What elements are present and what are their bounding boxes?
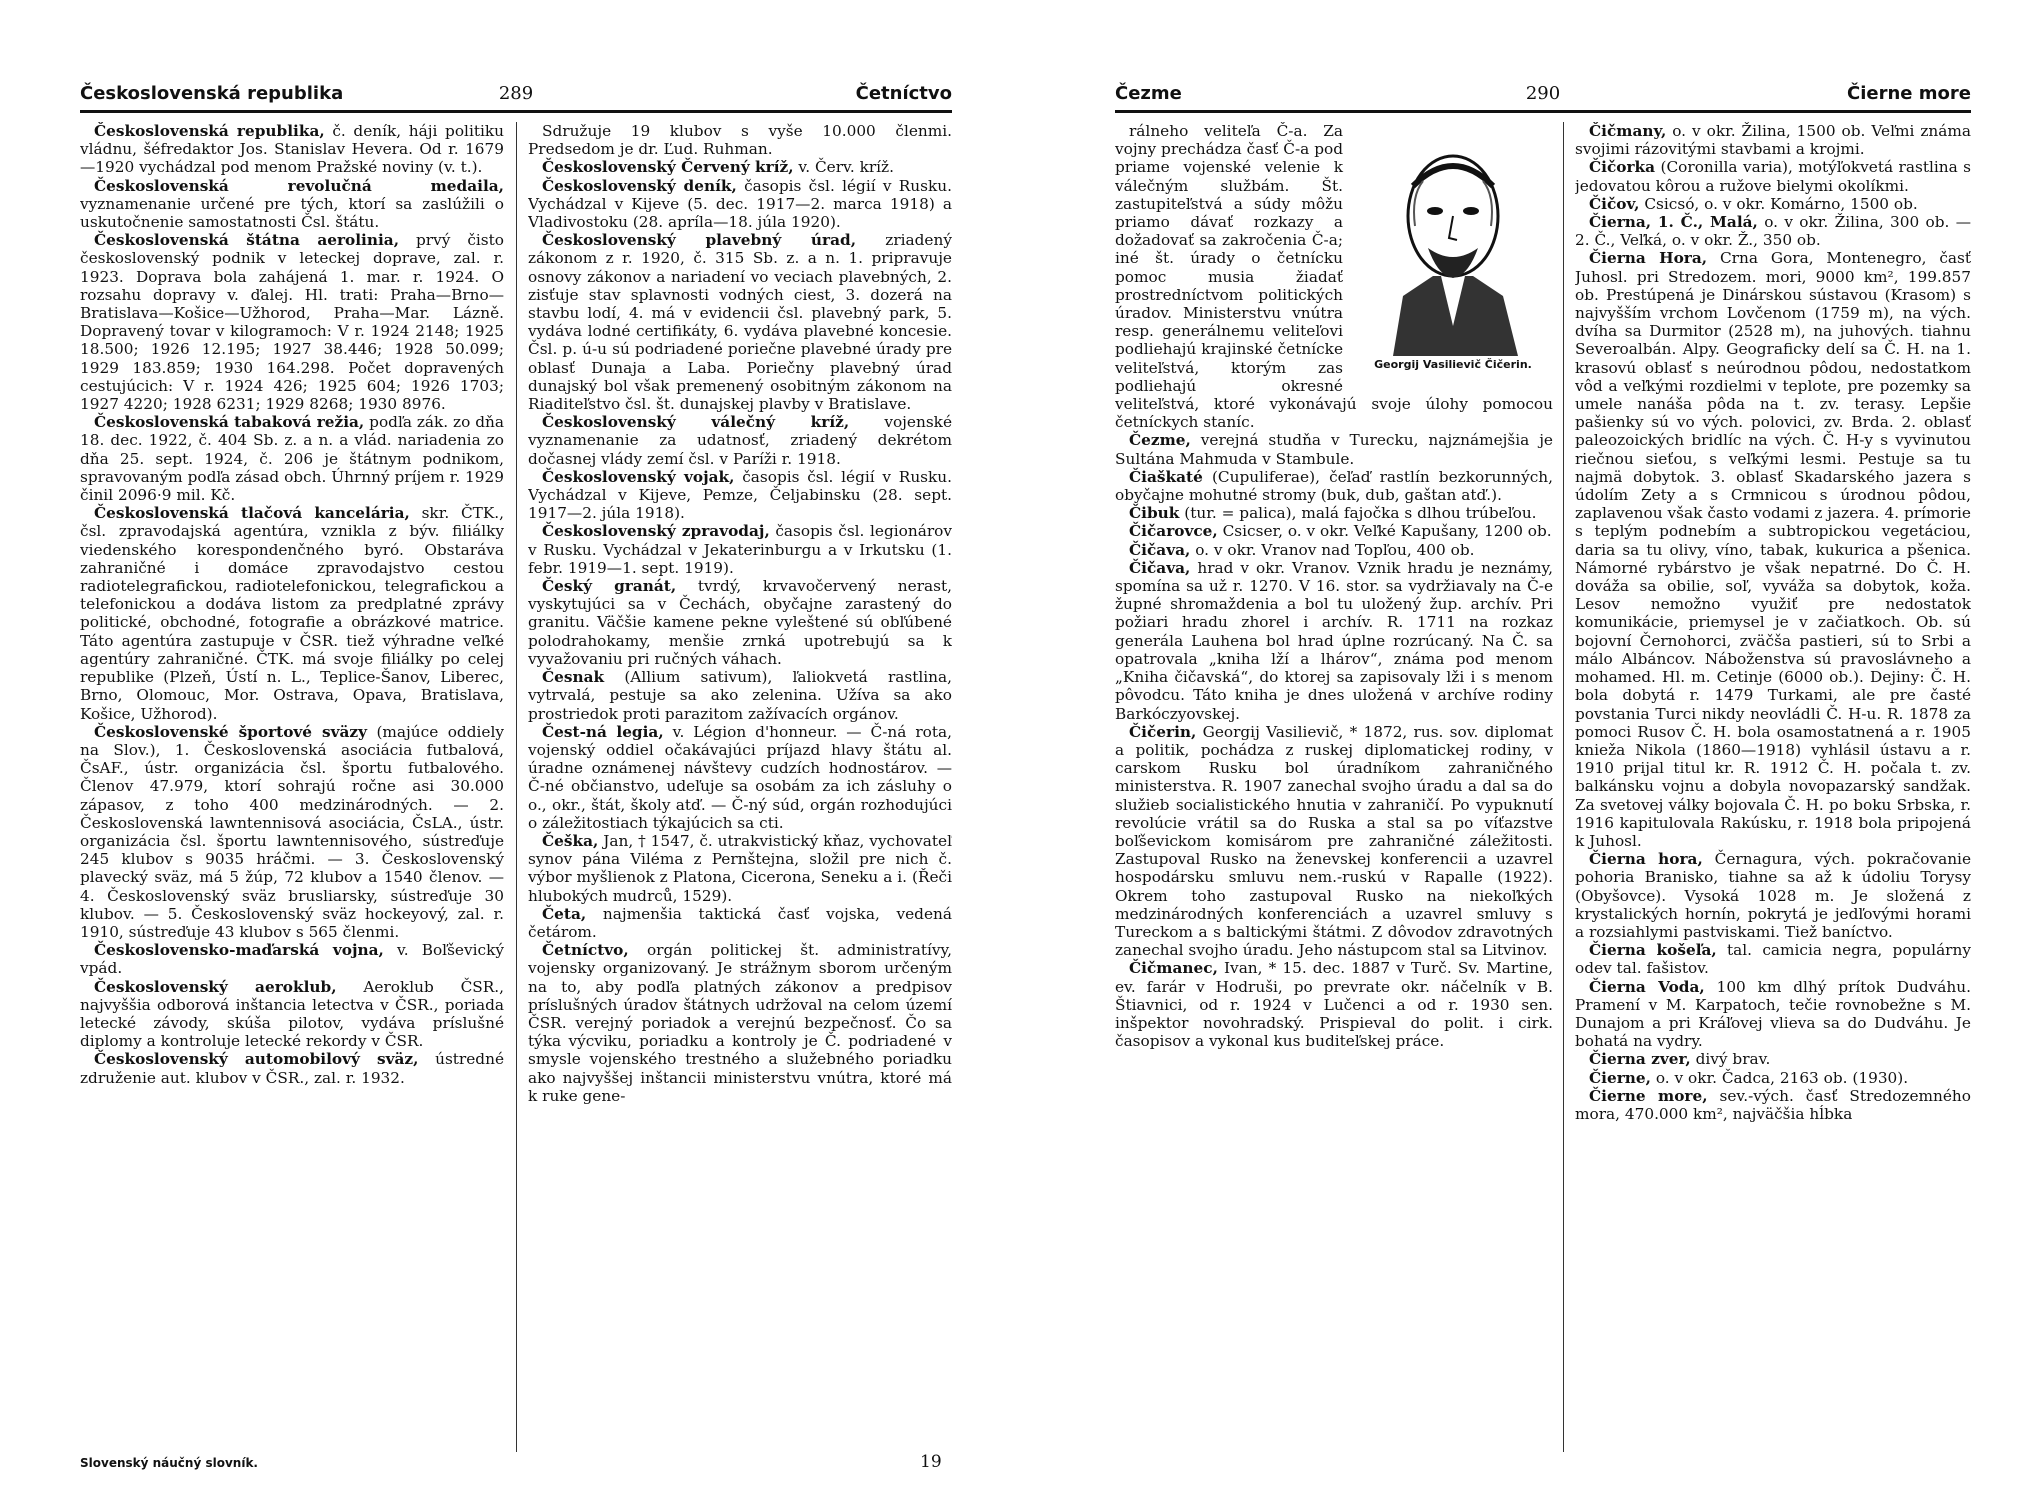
entry-term: Československý válečný kríž, bbox=[542, 413, 850, 432]
left-page bbox=[0, 0, 1005, 1500]
entry-text: zriadený zákonom z r. 1920, č. 315 Sb. z. a n. 1. pripravuje osnovy zákonov a nariadení vo veciach plavebných, 2. zisťuje stav splavnosti vodných ciest, 3. dozerá na stavbu lodí, 4. má v evidencii čsl. plavebný park, 5. vydáva lodné certifikáty, 6. vydáva plavebné koncesie. Čsl. p. ú-u sú podriadené poriečne plavebné úrady pre oblasť Dunaja a Laba. Poriečny plavebný úrad dunajský bol však premenený osobitným zákonom na Riaditeľstvo čsl. št. dunajskej plavby v Bratislave. bbox=[528, 231, 952, 414]
entry-text: ústredné združenie aut. klubov v ČSR., zal. r. 1932. bbox=[80, 1050, 504, 1087]
entry-text: Jan, † 1547, č. utrakvistický kňaz, vychovateľ synov pána Viléma z Pernštejna, složil pre nich č. výbor myšlienok z Platona, Cicerona, Seneku a i. (Řeči hlubokých mudrců, 1529). bbox=[528, 831, 952, 905]
entry-text: tal. camicia negra, populárny odev tal. fašistov. bbox=[1575, 941, 1971, 978]
entry-text: o. v okr. Vranov nad Topľou, 400 ob. bbox=[1190, 540, 1475, 559]
dictionary-entry bbox=[1575, 941, 1971, 977]
dictionary-entry bbox=[528, 668, 952, 723]
entry-term: Čiaškaté bbox=[1129, 467, 1203, 486]
dictionary-entry bbox=[1575, 122, 1971, 158]
entry-text: (majúce oddiely na Slov.), 1. Československá asociácia futbalová, ČsAF., ústr. organizácia čsl. športu futbalového. Členov 47.979, ktorí sohrajú ročne asi 30.000 zápasov, z toho 400 medzinárodných. — 2. Československá lawntennisová asociácia, ČsLA., ústr. organizácia čsl. športu lawntennisového, sústreďuje 245 klubov s 9035 hráčmi. — 3. Československý plavecký sväz, má 5 žúp, 72 klubov a 1540 členov. — 4. Československý sväz brusliarsky, sústreďuje 30 klubov. — 5. Československý sväz hockeyový, zal. r. 1910, sústreďuje 43 klubov s 565 členmi. bbox=[80, 722, 504, 941]
entry-term: Československá štátna aerolinia, bbox=[94, 231, 400, 250]
right-header-first-entry: Čezme bbox=[1115, 83, 1182, 104]
dictionary-entry bbox=[1575, 158, 1971, 194]
entry-term: Český granát, bbox=[542, 577, 677, 596]
entry-term: Čezme, bbox=[1129, 431, 1191, 450]
entry-term: Československý Červený kríž, bbox=[542, 158, 794, 177]
dictionary-entry bbox=[1115, 559, 1553, 723]
dictionary-entry bbox=[528, 941, 952, 1105]
dictionary-entry bbox=[80, 413, 504, 504]
entry-text: (Allium sativum), ľaliokvetá rastlina, vytrvalá, pestuje sa ako zelenina. Užíva sa ako prostriedok proti parazitom zažívacích orgánov. bbox=[528, 668, 952, 723]
entry-term: Česnak bbox=[542, 668, 605, 687]
dictionary-entry bbox=[1575, 850, 1971, 941]
entry-term: Čierna košeľa, bbox=[1589, 941, 1717, 960]
entry-text: Csicsó, o. v okr. Komárno, 1500 ob. bbox=[1639, 194, 1918, 213]
dictionary-entry bbox=[1115, 522, 1553, 540]
right-page-number: 290 bbox=[1525, 83, 1561, 104]
dictionary-entry bbox=[80, 177, 504, 232]
entry-text: najmenšia taktická časť vojska, vedená četárom. bbox=[528, 904, 952, 941]
entry-term: Čičava, bbox=[1129, 540, 1191, 559]
entry-term: Čičmany, bbox=[1589, 122, 1667, 140]
entry-text: Georgij Vasilievič, * 1872, rus. sov. diplomat a politik, pochádza z ruskej diplomatickej rodiny, v carskom Rusku bol úradníkom zahraničného ministerstva. R. 1907 zanechal svojho úradu a dal sa do služieb socialistického hnutia v zahraničí. Po vypuknutí revolúcie vrátil sa do Ruska a stal sa po víťazstve boľševickom komisárom pre zahraničné záležitosti. Zastupoval Rusko na ženevskej konferencii a uzavrel hospodársku smluvu nem.-ruskú v Rapalle (1922). Okrem toho zastupoval Rusko na niekoľkých medzinárodných konferenciách a uzavrel smluvy s Tureckom a s baltickými štátmi. Z dôvodov zdravotných zanechal svojho úradu. Jeho nástupcom stal sa Litvinov. bbox=[1115, 722, 1553, 960]
left-header-last-entry: Četníctvo bbox=[855, 83, 952, 104]
entry-term: Čibuk bbox=[1129, 504, 1180, 523]
left-column-rule bbox=[516, 122, 517, 1452]
entry-term: Československý plavebný úrad, bbox=[542, 231, 857, 250]
entry-text: v. Boľševický vpád. bbox=[80, 941, 504, 978]
dictionary-entry bbox=[1575, 213, 1971, 249]
dictionary-entry bbox=[528, 832, 952, 905]
entry-text: časopis čsl. legionárov v Rusku. Vychádzal v Jekaterinburgu a v Irkutsku (1. febr. 1919—1. sept. 1919). bbox=[528, 522, 952, 577]
dictionary-entry bbox=[528, 522, 952, 577]
dictionary-entry bbox=[80, 122, 504, 177]
dictionary-entry bbox=[528, 231, 952, 413]
dictionary-entry bbox=[1115, 959, 1553, 1050]
entry-text: hrad v okr. Vranov. Vznik hradu je neznámy, spomína sa už r. 1270. V 16. stor. sa vydržiavaly na Č-e župné shromaždenia a bol tu uložený žup. archív. Pri požiari hradu zhorel i archív. R. 1711 na rozkaz generála Lauhena bol hrad úplne rozrúcaný. Na Č. sa opatrovala „kniha lží a lhárov“, známa pod menom „Kniha čičavská“, do ktorej sa zapisovaly lži i s menom pôvodcu. Táto kniha je dnes uložená v archíve rodiny Barkóczyovskej. bbox=[1115, 558, 1553, 723]
entry-term: Československý deník, bbox=[542, 176, 737, 195]
entry-term: Češka, bbox=[542, 831, 599, 850]
dictionary-entry bbox=[1575, 978, 1971, 1051]
entry-term: Československý zpravodaj, bbox=[542, 522, 770, 541]
entry-text: (Coronilla varia), motýľokvetá rastlina s jedovatou kôrou a ružove bielymi okolíkmi. bbox=[1575, 158, 1971, 195]
entry-term: Čierna zver, bbox=[1589, 1050, 1691, 1069]
entry-text: Černagura, vých. pokračovanie pohoria Branisko, tiahne sa až k údoliu Torysy (Obyšovce). Vysoká 1028 m. Je složená z krystalických hornín, pokrytá je jedľovými horami a rozsiahlymi pastviskami. Tiež baníctvo. bbox=[1575, 850, 1971, 941]
dictionary-entry bbox=[1575, 195, 1971, 213]
right-running-header bbox=[1115, 72, 1971, 113]
entry-term: Čierna Hora, bbox=[1589, 249, 1708, 268]
entry-term: Československá tabaková režia, bbox=[94, 413, 365, 432]
entry-term: Čierna, 1. Č., Malá, bbox=[1589, 213, 1758, 232]
entry-text: rálneho veliteľa Č-a. Za vojny prechádza časť Č-a pod priame vojenské velenie k válečným službám. Št. zastupiteľstvá a súdy môžu priamo dávať rozkazy a dožadovať sa zakročenia Č-a; iné št. úrady o četnícku pomoc musia žiadať prostredníctvom politických úradov. Ministerstvu vnútra resp. generálnemu veliteľovi podliehajú krajinské četnícke veliteľstvá, ktorým zas podliehajú okresné veliteľstvá, ktoré vykonávajú svoje úlohy pomocou četníckych staníc. bbox=[1115, 122, 1553, 432]
dictionary-entry bbox=[1115, 723, 1553, 960]
dictionary-entry bbox=[80, 978, 504, 1051]
entry-text: (tur. = palica), malá fajočka s dlhou trúbeľou. bbox=[1179, 504, 1537, 523]
dictionary-entry bbox=[80, 504, 504, 722]
entry-term: Četa, bbox=[542, 904, 587, 923]
entry-term: Čierna Voda, bbox=[1589, 977, 1705, 996]
entry-term: Čest-ná legia, bbox=[542, 722, 664, 741]
dictionary-entry bbox=[1575, 1069, 1971, 1087]
dictionary-entry bbox=[528, 413, 952, 468]
left-running-header bbox=[80, 72, 952, 113]
dictionary-entry bbox=[80, 941, 504, 977]
entry-text: č. deník, háji politiku vládnu, šéfredaktor Jos. Stanislav Hevera. Od r. 1679—1920 vychádzal pod menom Pražské noviny (v. t.). bbox=[80, 122, 504, 177]
portrait-caption: Georgij Vasilievič Čičerin. bbox=[1374, 358, 1532, 371]
entry-text: verejná studňa v Turecku, najznámejšia je Sultána Mahmuda v Stambule. bbox=[1115, 431, 1553, 468]
entry-text: Sdružuje 19 klubov s vyše 10.000 členmi. Predsedom je dr. Ľud. Ruhman. bbox=[528, 122, 952, 159]
entry-term: Čierne more, bbox=[1589, 1086, 1708, 1105]
dictionary-entry bbox=[528, 177, 952, 232]
entry-text: tvrdý, krvavočervený nerast, vyskytujúci sa v Čechách, obyčajne zarastený do granitu. Väčšie kamene pekne vyleštené sú obľúbené polodrahokamy, menšie zrnká upotrebujú sa k vyvažovaniu pri ručných váhach. bbox=[528, 577, 952, 668]
entry-term: Československá tlačová kancelária, bbox=[94, 504, 410, 523]
entry-text: Crna Gora, Montenegro, časť Juhosl. pri Stredozem. mori, 9000 km², 199.857 ob. Prestúpená je Dinárskou sústavou (Krasom) s najvyšším vrchom Lovčenom (1759 m), na vých. dvíha sa Durmitor (2528 m), na juhových. tiahnu Severoalbán. Alpy. Geograficky delí sa Č. H. na 1. krasovú oblasť s neúrodnou pôdou, nedostatkom vôd a veľkými rozdielmi v teplote, pre pozemky sa umele nanáša pôda na t. zv. terasy. Lepšie pašienky sú vo vých. polovici, zv. Brda. 2. oblasť paleozoických bridlíc na vých. Č. H-y s vyvinutou riečnou sieťou, s veľkými lesmi. Pestuje sa tu najmä dobytok. 3. oblasť Skadarského jazera s údolím Zety a s Crmnicou s úrodnou pôdou, zaplavenou však často vodami z jazera. 4. prímorie s teplým podnebím a subtropickou vegetáciou, daria sa tu olivy, víno, tabak, kukurica a pšenica. Námorné rybárstvo je však nepatrné. Do Č. H. dováža sa obilie, soľ, vyváža sa dobytok, koža. Lesov nemožno využiť pre nedostatok komunikácie, priemysel je v začiatkoch. Ob. sú bojovní Černohorci, zväčša pastieri, sú to Srbi a málo Albáncov. Náboženstva sú pravoslávneho a mohamed. Hl. m. Cetinje (6000 ob.). Dejiny: Č. H. bola dobytá r. 1479 Turkami, ale pre časté povstania Turci nikdy neovládli Č. H-u. R. 1878 za pomoci Rusov Č. H. bola osamostatnená a r. 1905 knieža Nikola (1860—1918) vyhlásil ústavu a r. 1910 prijal titul kr. R. 1912 Č. H. počala t. zv. balkánsku vojnu a dobyla novopazarský sandžak. Za svetovej války bojovala Č. H. po boku Srbska, r. 1916 kapitulovala Rakúsku, r. 1918 bola pripojená k Juhosl. bbox=[1575, 249, 1971, 850]
entry-text: v. Červ. kríž. bbox=[793, 158, 894, 177]
entry-term: Čierna hora, bbox=[1589, 850, 1703, 869]
entry-text: o. v okr. Čadca, 2163 ob. (1930). bbox=[1650, 1068, 1909, 1087]
entry-term: Čičov, bbox=[1589, 194, 1640, 213]
right-page bbox=[1005, 0, 2038, 1500]
entry-term: Československý vojak, bbox=[542, 467, 735, 486]
dictionary-entry bbox=[1115, 468, 1553, 504]
right-column-1 bbox=[1115, 122, 1553, 1452]
entry-text: vyznamenanie určené pre tých, ktorí sa zaslúžili o uskutočnenie samostatnosti Čsl. štátu. bbox=[80, 194, 504, 232]
dictionary-entry bbox=[1575, 249, 1971, 850]
left-page-number: 289 bbox=[498, 83, 534, 104]
right-column-2 bbox=[1575, 122, 1971, 1452]
entry-text: sev.-vých. časť Stredozemného mora, 470.000 km², najväčšia hĺbka bbox=[1575, 1086, 1971, 1123]
dictionary-entry bbox=[528, 577, 952, 668]
dictionary-entry bbox=[1575, 1050, 1971, 1068]
entry-term: Čičmanec, bbox=[1129, 959, 1218, 978]
entry-term: Československá republika, bbox=[94, 122, 325, 140]
entry-term: Čičerin, bbox=[1129, 722, 1197, 741]
right-header-last-entry: Čierne more bbox=[1847, 83, 1971, 104]
left-column-1 bbox=[80, 122, 504, 1452]
entry-text: časopis čsl. légií v Rusku. Vychádzal v Kijeve (5. dec. 1917—2. marca 1918) a Vladivostoku (28. apríla—18. júla 1920). bbox=[528, 176, 952, 232]
entry-text: o. v okr. Žilina, 300 ob. — 2. Č., Veľká, o. v okr. Ž., 350 ob. bbox=[1575, 213, 1971, 250]
dictionary-entry bbox=[528, 723, 952, 832]
entry-term: Československo-maďarská vojna, bbox=[94, 941, 384, 960]
entry-term: Čičorka bbox=[1589, 158, 1656, 177]
entry-text: Ivan, * 15. dec. 1887 v Turč. Sv. Martine, ev. farár v Hodruši, po prevrate okr. náčelník v B. Štiavnici, od r. 1924 v Lučenci a od r. 1930 sen. inšpektor novohradský. Prispieval do polit. i cirk. časopisov a vykonal kus buditeľskej práce. bbox=[1115, 959, 1553, 1051]
entry-term: Čierne, bbox=[1589, 1068, 1651, 1087]
entry-text: prvý čisto československý podnik v leteckej doprave, zal. r. 1923. Doprava bola zahájená 1. mar. r. 1924. O rozsahu dopravy v. ďalej. Hl. trati: Praha—Brno—Bratislava—Košice—Užhorod, Praha—Mar. Lázně. Dopravený tovar v kilogramoch: V r. 1924 2148; 1925 18.500; 1926 12.195; 1927 38.446; 1928 50.099; 1929 183.859; 1930 164.298. Počet dopravených cestujúcich: V r. 1924 426; 1925 604; 1926 1703; 1927 4220; 1928 6231; 1929 8268; 1930 8976. bbox=[80, 231, 504, 414]
left-header-first-entry: Československá republika bbox=[80, 83, 344, 104]
entry-text: podľa zák. zo dňa 18. dec. 1922, č. 404 Sb. z. a n. a vlád. nariadenia zo dňa 25. sept. 1924, č. 206 je štátnym podnikom, spravovaným podľa zásad obch. Úhrnný príjem r. 1929 činil 2096·9 mil. Kč. bbox=[80, 413, 504, 505]
entry-term: Československé športové sväzy bbox=[94, 722, 367, 741]
entry-text: v. Légion d'honneur. — Č-ná rota, vojenský oddiel očakávajúci príjazd hlavy štátu al. úradne oznámenej návštevy cudzích hodnostárov. — Č-né občianstvo, udeľuje sa osobám za ich zásluhy o o., okr., štát, školy atď. — Č-ný súd, orgán rozhodujúci o záležitostiach týkajúcich sa cti. bbox=[528, 722, 952, 832]
dictionary-entry bbox=[528, 158, 952, 176]
entry-term: Československý aeroklub, bbox=[94, 977, 337, 996]
entry-term: Čičarovce, bbox=[1129, 522, 1218, 541]
dictionary-entry bbox=[528, 122, 952, 158]
entry-text: 100 km dlhý prítok Dudváhu. Pramení v M. Karpatoch, tečie rovnobežne s M. Dunajom a pri Kráľovej vlieva sa do Dudváhu. Je bohatá na vydry. bbox=[1575, 977, 1971, 1051]
footer-publication: Slovenský náučný slovník. bbox=[80, 1456, 258, 1470]
entry-text: skr. ČTK., čsl. zpravodajská agentúra, vznikla z býv. filiálky viedenského korespondenčného byró. Obstaráva zahraničné i domáce zpravodajstvo cestou radiotelegrafickou, radiotelefonickou, telegrafickou a telefonickou a dodáva listom za predplatné zprávy politické, obchodné, fotografie a obrázkové matrice. Táto agentúra zastupuje v ČSR. tiež výhradne veľké agentúry zahraničné. ČTK. má svoje filiálky po celej republike (Plzeň, Ústí n. L., Teplice-Šanov, Liberec, Brno, Olomouc, Mor. Ostrava, Opava, Bratislava, Košice, Užhorod). bbox=[80, 504, 504, 723]
dictionary-entry bbox=[1575, 1087, 1971, 1123]
entry-text: orgán politickej št. administratívy, vojensky organizovaný. Je strážnym sborom určeným na to, aby podľa platných zákonov a predpisov príslušných úradov štátnych udržoval na celom území ČSR. verejný poriadok a verejnú bezpečnosť. Čo sa týka výcviku, poriadku a kontroly je Č. podriadené v smysle vojenského trestného a služebného poriadku ako najvyššej inštancii ministerstvu vnútra, ktoré má k ruke gene- bbox=[528, 941, 952, 1105]
left-column-2 bbox=[528, 122, 952, 1452]
entry-text: časopis čsl. légií v Rusku. Vychádzal v Kijeve, Pemze, Čeljabinsku (28. sept. 1917—2. júla 1918). bbox=[528, 467, 952, 523]
portrait-figure bbox=[1353, 126, 1553, 374]
entry-text: Aeroklub ČSR., najvyššia odborová inštancia letectva v ČSR., poriada letecké závody, skúša pilotov, vydáva príslušné diplomy a kontroluje letecké rekordy v ČSR. bbox=[80, 977, 504, 1051]
dictionary-entry bbox=[80, 723, 504, 941]
dictionary-entry bbox=[80, 1050, 504, 1086]
dictionary-entry bbox=[528, 468, 952, 523]
footer-signature: 19 bbox=[920, 1452, 942, 1472]
portrait-drawing bbox=[1353, 126, 1553, 356]
entry-term: Československý automobilový sväz, bbox=[94, 1050, 419, 1069]
dictionary-entry bbox=[1115, 541, 1553, 559]
entry-term: Čičava, bbox=[1129, 558, 1191, 577]
right-column-rule bbox=[1563, 122, 1564, 1452]
dictionary-entry bbox=[528, 905, 952, 941]
entry-text: divý brav. bbox=[1690, 1050, 1771, 1069]
dictionary-entry bbox=[1115, 504, 1553, 522]
entry-term: Četníctvo, bbox=[542, 941, 629, 960]
entry-text: o. v okr. Žilina, 1500 ob. Veľmi známa svojimi rázovitými stavbami a krojmi. bbox=[1575, 122, 1971, 159]
dictionary-entry bbox=[1115, 431, 1553, 467]
entry-term: Československá revolučná medaila, bbox=[94, 176, 504, 195]
dictionary-entry bbox=[80, 231, 504, 413]
entry-text: Csicser, o. v okr. Veľké Kapušany, 1200 ob. bbox=[1217, 522, 1552, 541]
entry-text: vojenské vyznamenanie za udatnosť, zriadený dekrétom dočasnej vlády zemí čsl. v Paríži r. 1918. bbox=[528, 413, 952, 468]
entry-text: (Cupuliferae), čeľaď rastlín bezkorunných, obyčajne mohutné stromy (buk, dub, gaštan atď.). bbox=[1115, 467, 1553, 505]
